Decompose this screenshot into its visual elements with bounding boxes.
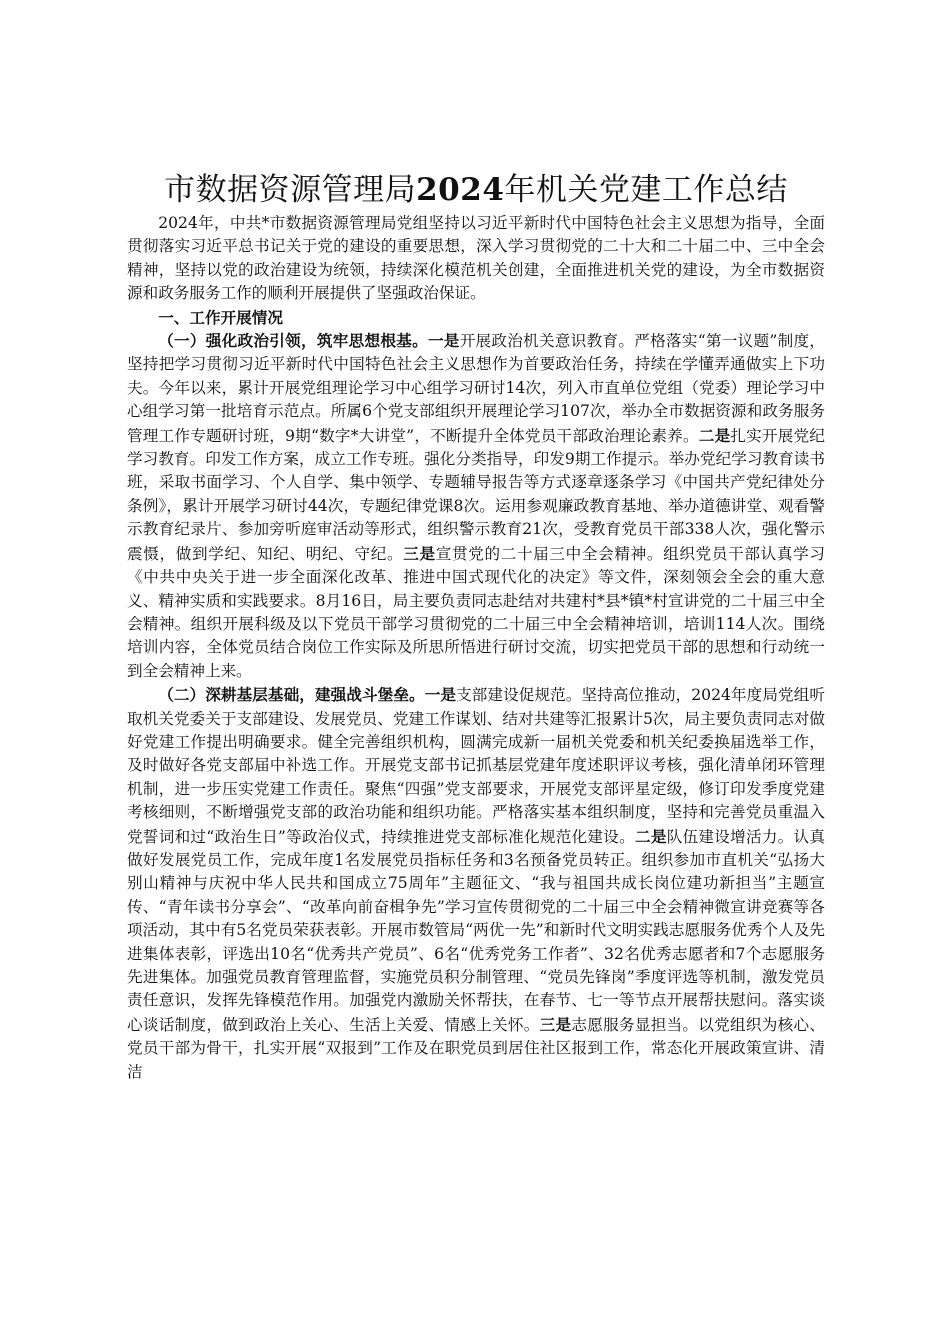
keyword-third: 三是 <box>539 1014 572 1034</box>
title-prefix: 市数据资源管理局 <box>164 172 417 208</box>
title-year: 2024 <box>416 172 505 208</box>
document-title <box>127 170 825 210</box>
subheading-1: （一）强化政治引领，筑牢思想根基。 <box>158 331 428 351</box>
paragraph-grassroots <box>127 683 825 1084</box>
subheading-2: （二）深耕基层基础，建强战斗堡垒。 <box>158 685 425 705</box>
body-text: 宣贯党的二十届三中全会精神。组织党员干部认真学习《中共中央关于进一步全面深化改革、推进中国式现代化的决定》等文件，深刻领会全会的重大意义、精神实质和实践要求。8月16日，局主要负责同志赴结对共建村*县*镇*村宣讲党的二十届三中全会精神。组织开展科级及以下党员干部学习贯彻党的二十届三中全会精神培训，培训114人次。围绕培训内容，全体党员结合岗位工作实际及所思所悟进行研讨交流，切实把党员干部的思想和行动统一到全会精神上来。 <box>127 544 825 680</box>
title-suffix: 年机关党建工作总结 <box>504 172 788 208</box>
body-text: 扎实开展党纪学习教育。印发工作方案，成立工作专班。强化分类指导，印发9期工作提示。举办党纪学习教育读书班，采取书面学习、个人自学、集中领学、专题辅导报告等方式逐章逐条学习《中国共产党纪律处分条例》，累计开展学习研讨44次，专题纪律党课8次。运用参观廉政教育基地、举办道德讲堂、观看警示教育纪录片、参加旁听庭审活动等形式，组织警示教育21次，受教育党员干部338人次，强化警示震慑，做到学纪、知纪、明纪、守纪。 <box>127 426 825 563</box>
keyword-third: 三是 <box>403 543 436 563</box>
keyword-first: 一是 <box>424 685 457 705</box>
keyword-first: 一是 <box>427 331 460 351</box>
body-text: 开展政治机关意识教育。严格落实“第一议题”制度，坚持把学习贯彻习近平新时代中国特色社会主义思想作为首要政治任务，持续在学懂弄通做实上下功夫。今年以来，累计开展党组理论学习中心组学习研讨14次，列入市直单位党组（党委）理论学习中心组学习第一批培育示范点。所属6个党支部组织开展理论学习107次，举办全市数据资源和政务服务管理工作专题研讨班，9期“数字*大讲堂”，不断提升全体党员干部政治理论素养。 <box>127 332 825 445</box>
section-heading-1: 一、工作开展情况 <box>158 307 283 327</box>
paragraph-political-guidance <box>127 329 825 683</box>
body-text: 支部建设促规范。坚持高位推动，2024年度局党组听取机关党委关于支部建设、发展党员、党建工作谋划、结对共建等汇报累计5次，局主要负责同志对做好党建工作提出明确要求。健全完善组织机构，圆满完成新一届机关党委和机关纪委换届选举工作，及时做好各党支部届中补选工作。开展党支部书记抓基层党建年度述职评议考核，强化清单闭环管理机制，进一步压实党建工作责任。聚焦“四强”党支部要求，开展党支部评星定级，修订印发季度党建考核细则，不断增强党支部的政治功能和组织功能。严格落实基本组织制度，坚持和完善党员重温入党誓词和过“政治生日”等政治仪式，持续推进党支部标准化规范化建设。 <box>127 686 825 846</box>
body-text: 队伍建设增活力。认真做好发展党员工作，完成年度1名发展党员指标任务和3名预备党员转正。组织参加市直机关“弘扬大别山精神与庆祝中华人民共和国成立75周年”主题征文、“我与祖国共成长岗位建功新担当”主题宣传、“青年读书分享会”、“改革向前奋楫争先”学习宣传贯彻党的二十届三中全会精神微宣讲竞赛等各项活动，其中有5名党员荣获表彰。开展市数管局“两优一先”和新时代文明实践志愿服务优秀个人及先进集体表彰，评选出10名“优秀共产党员”、6名“优秀党务工作者”、32名优秀志愿者和7个志愿服务先进集体。加强党员教育管理监督，实施党员积分制管理、“党员先锋岗”季度评选等机制，激发党员责任意识，发挥先锋模范作用。加强党内激励关怀帮扶，在春节、七一等节点开展帮扶慰问。落实谈心谈话制度，做到政治上关心、生活上关爱、情感上关怀。 <box>127 827 825 1034</box>
intro-paragraph: 2024年，中共*市数据资源管理局党组坚持以习近平新时代中国特色社会主义思想为指导，全面贯彻落实习近平总书记关于党的建设的重要思想，深入学习贯彻党的二十大和二十届二中、三中全会精神，坚持以党的政治建设为统领，持续深化模范机关创建，全面推进机关党的建设，为全市数据资源和政务服务工作的顺利开展提供了坚强政治保证。 <box>127 214 825 303</box>
body-text: 志愿服务显担当。以党组织为核心、党员干部为骨干，扎实开展“双报到”工作及在职党员到居住社区报到工作，常态化开展政策宣讲、清洁 <box>127 1015 825 1081</box>
document-page <box>127 170 825 1084</box>
keyword-second: 二是 <box>698 425 731 445</box>
keyword-second: 二是 <box>634 826 667 846</box>
